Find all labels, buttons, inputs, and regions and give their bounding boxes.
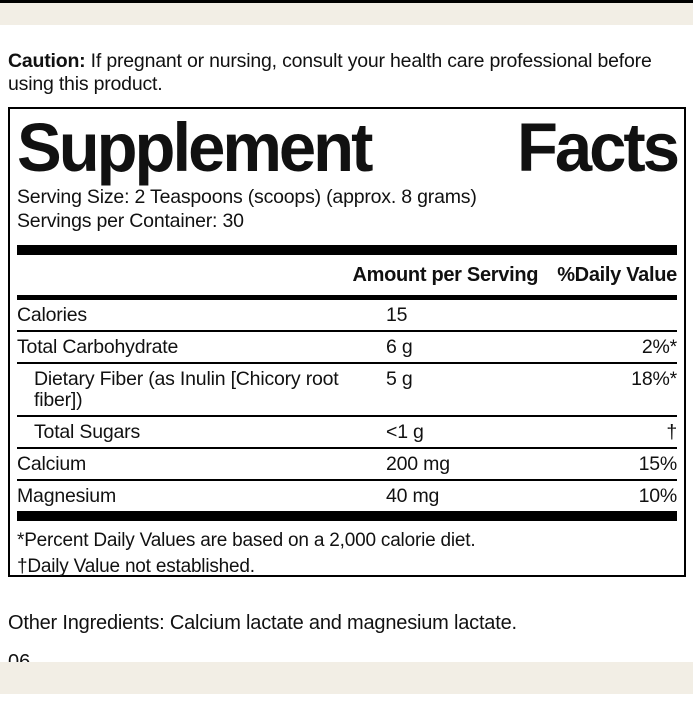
nutrient-amount: 15 <box>386 304 408 326</box>
header-daily-value: %Daily Value <box>557 264 677 286</box>
footnote-percent-daily-values: *Percent Daily Values are based on a 2,000 calorie diet. <box>17 530 476 551</box>
serving-size-line: Serving Size: 2 Teaspoons (scoops) (approx. 8 grams) <box>17 186 477 208</box>
nutrient-amount: <1 g <box>386 421 424 443</box>
nutrient-amount: 200 mg <box>386 453 450 475</box>
nutrient-daily-value: 15% <box>638 453 677 475</box>
nutrient-amount: 6 g <box>386 336 413 358</box>
nutrient-name: Calcium <box>17 453 87 475</box>
divider-thick-top <box>17 245 677 255</box>
nutrient-daily-value: † <box>666 421 677 443</box>
caution-label: Caution: <box>8 49 86 72</box>
nutrient-name: Dietary Fiber (as Inulin [Chicory root fiber]) <box>34 368 339 411</box>
table-row-total-sugars <box>17 417 677 449</box>
table-header-row <box>17 255 677 295</box>
panel-title-word-right: Facts <box>516 109 677 187</box>
other-ingredients-text: Other Ingredients: Calcium lactate and magnesium lactate. <box>8 612 517 634</box>
supplement-facts-panel <box>8 107 686 577</box>
caution-text <box>8 50 656 97</box>
table-row-total-carbohydrate <box>17 332 677 364</box>
top-background-strip <box>0 3 693 25</box>
nutrient-daily-value: 2%* <box>641 336 677 358</box>
header-amount-per-serving: Amount per Serving <box>352 264 539 286</box>
nutrient-amount: 5 g <box>386 368 413 390</box>
nutrient-name: Total Carbohydrate <box>17 336 179 358</box>
footnote-daily-value-not-established: †Daily Value not established. <box>17 556 255 577</box>
table-row-magnesium <box>17 481 677 511</box>
panel-title-word-left: Supplement <box>17 109 371 187</box>
bottom-background-strip <box>0 662 693 694</box>
caution-body: If pregnant or nursing, consult your health care professional before using this product. <box>8 49 652 95</box>
nutrient-daily-value: 18%* <box>631 368 677 390</box>
panel-title <box>17 109 677 187</box>
table-row-dietary-fiber <box>17 364 677 417</box>
nutrient-daily-value: 10% <box>638 485 677 507</box>
nutrient-name: Calories <box>17 304 87 326</box>
nutrient-name: Total Sugars <box>34 421 140 443</box>
nutrient-name: Magnesium <box>17 485 116 507</box>
table-row-calories <box>17 300 677 332</box>
table-row-calcium <box>17 449 677 481</box>
servings-per-container-line: Servings per Container: 30 <box>17 210 244 232</box>
nutrient-amount: 40 mg <box>386 485 440 507</box>
divider-thick-bottom <box>17 511 677 521</box>
